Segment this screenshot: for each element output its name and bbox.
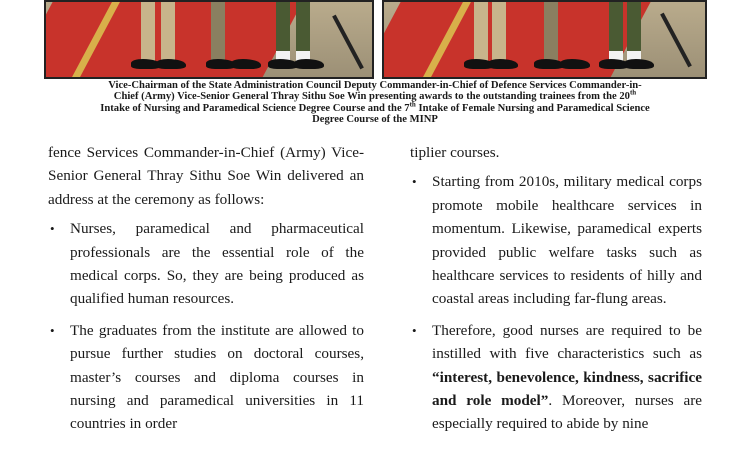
article-column-left — [48, 141, 364, 436]
bullet-icon: • — [50, 221, 55, 237]
list-item — [48, 319, 364, 436]
photo-caption — [20, 80, 730, 125]
bullet-icon: • — [412, 322, 417, 338]
article-column-right — [410, 141, 702, 436]
list-item-text: Therefore, good nurses are required to be instilled with five characteristics such as “interest, benevolence, kindness, sacrifice and role model”. Moreover, nurses are especially required to abide by nine — [432, 321, 702, 433]
list-item — [410, 319, 702, 436]
list-item — [410, 170, 702, 310]
intro-paragraph: fence Services Commander-in-Chief (Army) Vice-Senior General Thray Sithu Soe Win delivered an address at the ceremony as follows: — [48, 144, 364, 208]
caption-line-4: Degree Course of the MINP — [312, 113, 438, 125]
list-item-text: Starting from 2010s, military medical corps promote mobile healthcare services in momentum. Likewise, paramedical experts provided public welfare tasks such as healthcare services to residents of hilly and coastal areas including far-flung areas. — [432, 173, 702, 308]
award-photo-left — [44, 0, 374, 79]
list-item-text: Nurses, paramedical and pharmaceutical professionals are the essential role of the medical corps. So, they are being produced as qualified human resources. — [70, 220, 364, 308]
caption-line-3: Intake of Nursing and Paramedical Science Degree Course and the 7th Intake of Female Nursing and Paramedical Science — [100, 100, 650, 114]
bullet-icon: • — [412, 174, 417, 190]
continued-paragraph: tiplier courses. — [410, 144, 500, 161]
emphasis-text: “interest, benevolence, kindness, sacrifice and role model” — [432, 368, 702, 410]
bullet-icon: • — [50, 322, 55, 338]
list-item — [48, 217, 364, 311]
list-item-text: The graduates from the institute are allowed to pursue further studies on doctoral courses, master’s courses and diploma courses in nursing and paramedical universities in 11 countries in order — [70, 321, 364, 433]
award-photo-right — [382, 0, 707, 79]
caption-line-2: Chief (Army) Vice-Senior General Thray Sithu Soe Win presenting awards to the outstanding trainees from the 20th — [113, 88, 637, 103]
caption-line-1: Vice-Chairman of the State Administration Council Deputy Commander-in-Chief of Defence Services Commander-in- — [108, 80, 642, 91]
